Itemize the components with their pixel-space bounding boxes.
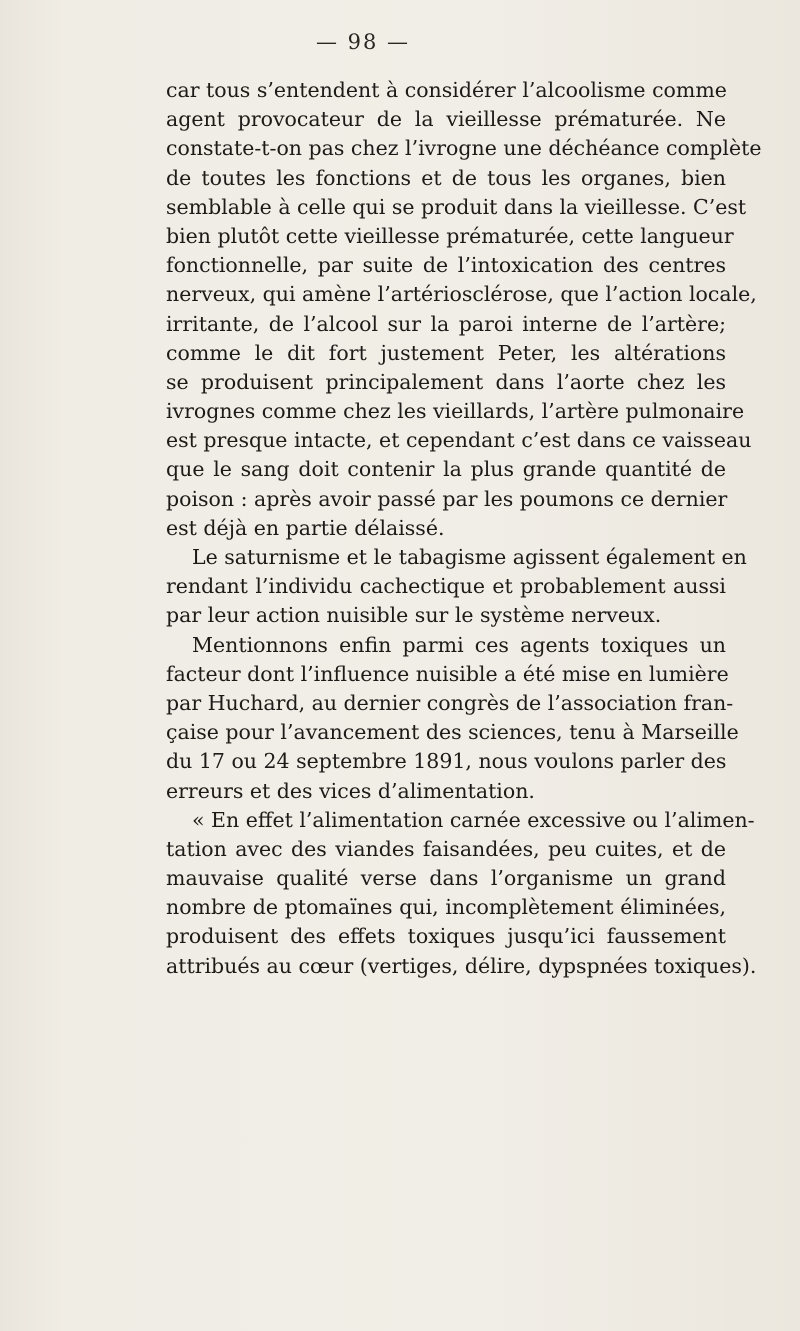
text-line: rendant l’individu cachectique et probablement aussi <box>166 574 726 599</box>
text-line: produisent des effets toxiques jusqu’ici faussement <box>166 924 726 949</box>
text-line: est presque intacte, et cependant c’est dans ce vaisseau <box>166 428 752 453</box>
text-line: irritante, de l’alcool sur la paroi interne de l’artère; <box>166 311 726 336</box>
text-line: comme le dit fort justement Peter, les altérations <box>166 340 726 365</box>
body-text <box>166 76 762 981</box>
text-line: de toutes les fonctions et de tous les organes, bien <box>166 165 726 190</box>
text-line: erreurs et des vices d’alimentation. <box>166 778 535 803</box>
text-line: Le saturnisme et le tabagisme agissent également en <box>192 545 747 569</box>
text-line: çaise pour l’avancement des sciences, tenu à Marseille <box>166 720 739 745</box>
text-line: poison : après avoir passé par les poumons ce dernier <box>166 486 728 511</box>
text-line: mauvaise qualité verse dans l’organisme un grand <box>166 866 726 891</box>
text-line: par leur action nuisible sur le système nerveux. <box>166 603 662 628</box>
text-line: ivrognes comme chez les vieillards, l’artère pulmonaire <box>166 399 745 424</box>
text-line: bien plutôt cette vieillesse prématurée, cette langueur <box>166 223 734 248</box>
text-line: semblable à celle qui se produit dans la vieillesse. C’est <box>166 194 747 219</box>
text-line: « En effet l’alimentation carnée excessive ou l’alimen- <box>192 807 755 832</box>
text-line: par Huchard, au dernier congrès de l’association fran- <box>166 690 734 715</box>
text-line: nombre de ptomaïnes qui, incomplètement éliminées, <box>166 895 726 920</box>
text-line: constate-t-on pas chez l’ivrogne une déchéance complète <box>166 136 762 161</box>
text-line: facteur dont l’influence nuisible a été mise en lumière <box>166 661 729 686</box>
text-line: Mentionnons enfin parmi ces agents toxiques un <box>192 632 726 657</box>
text-line: car tous s’entendent à considérer l’alcoolisme comme <box>166 78 727 102</box>
text-line: se produisent principalement dans l’aorte chez les <box>166 369 726 394</box>
page-number: — 98 — <box>315 30 411 54</box>
text-line: nerveux, qui amène l’artériosclérose, que l’action locale, <box>166 282 757 307</box>
text-line: est déjà en partie délaissé. <box>166 515 445 540</box>
text-line: fonctionnelle, par suite de l’intoxication des centres <box>166 253 726 278</box>
text-line: tation avec des viandes faisandées, peu cuites, et de <box>166 836 726 861</box>
text-line: que le sang doit contenir la plus grande quantité de <box>166 457 726 482</box>
text-line: du 17 ou 24 septembre 1891, nous voulons parler des <box>166 749 727 774</box>
text-line: agent provocateur de la vieillesse prématurée. Ne <box>166 107 726 132</box>
text-line: attribués au cœur (vertiges, délire, dypspnées toxiques). <box>166 953 757 978</box>
